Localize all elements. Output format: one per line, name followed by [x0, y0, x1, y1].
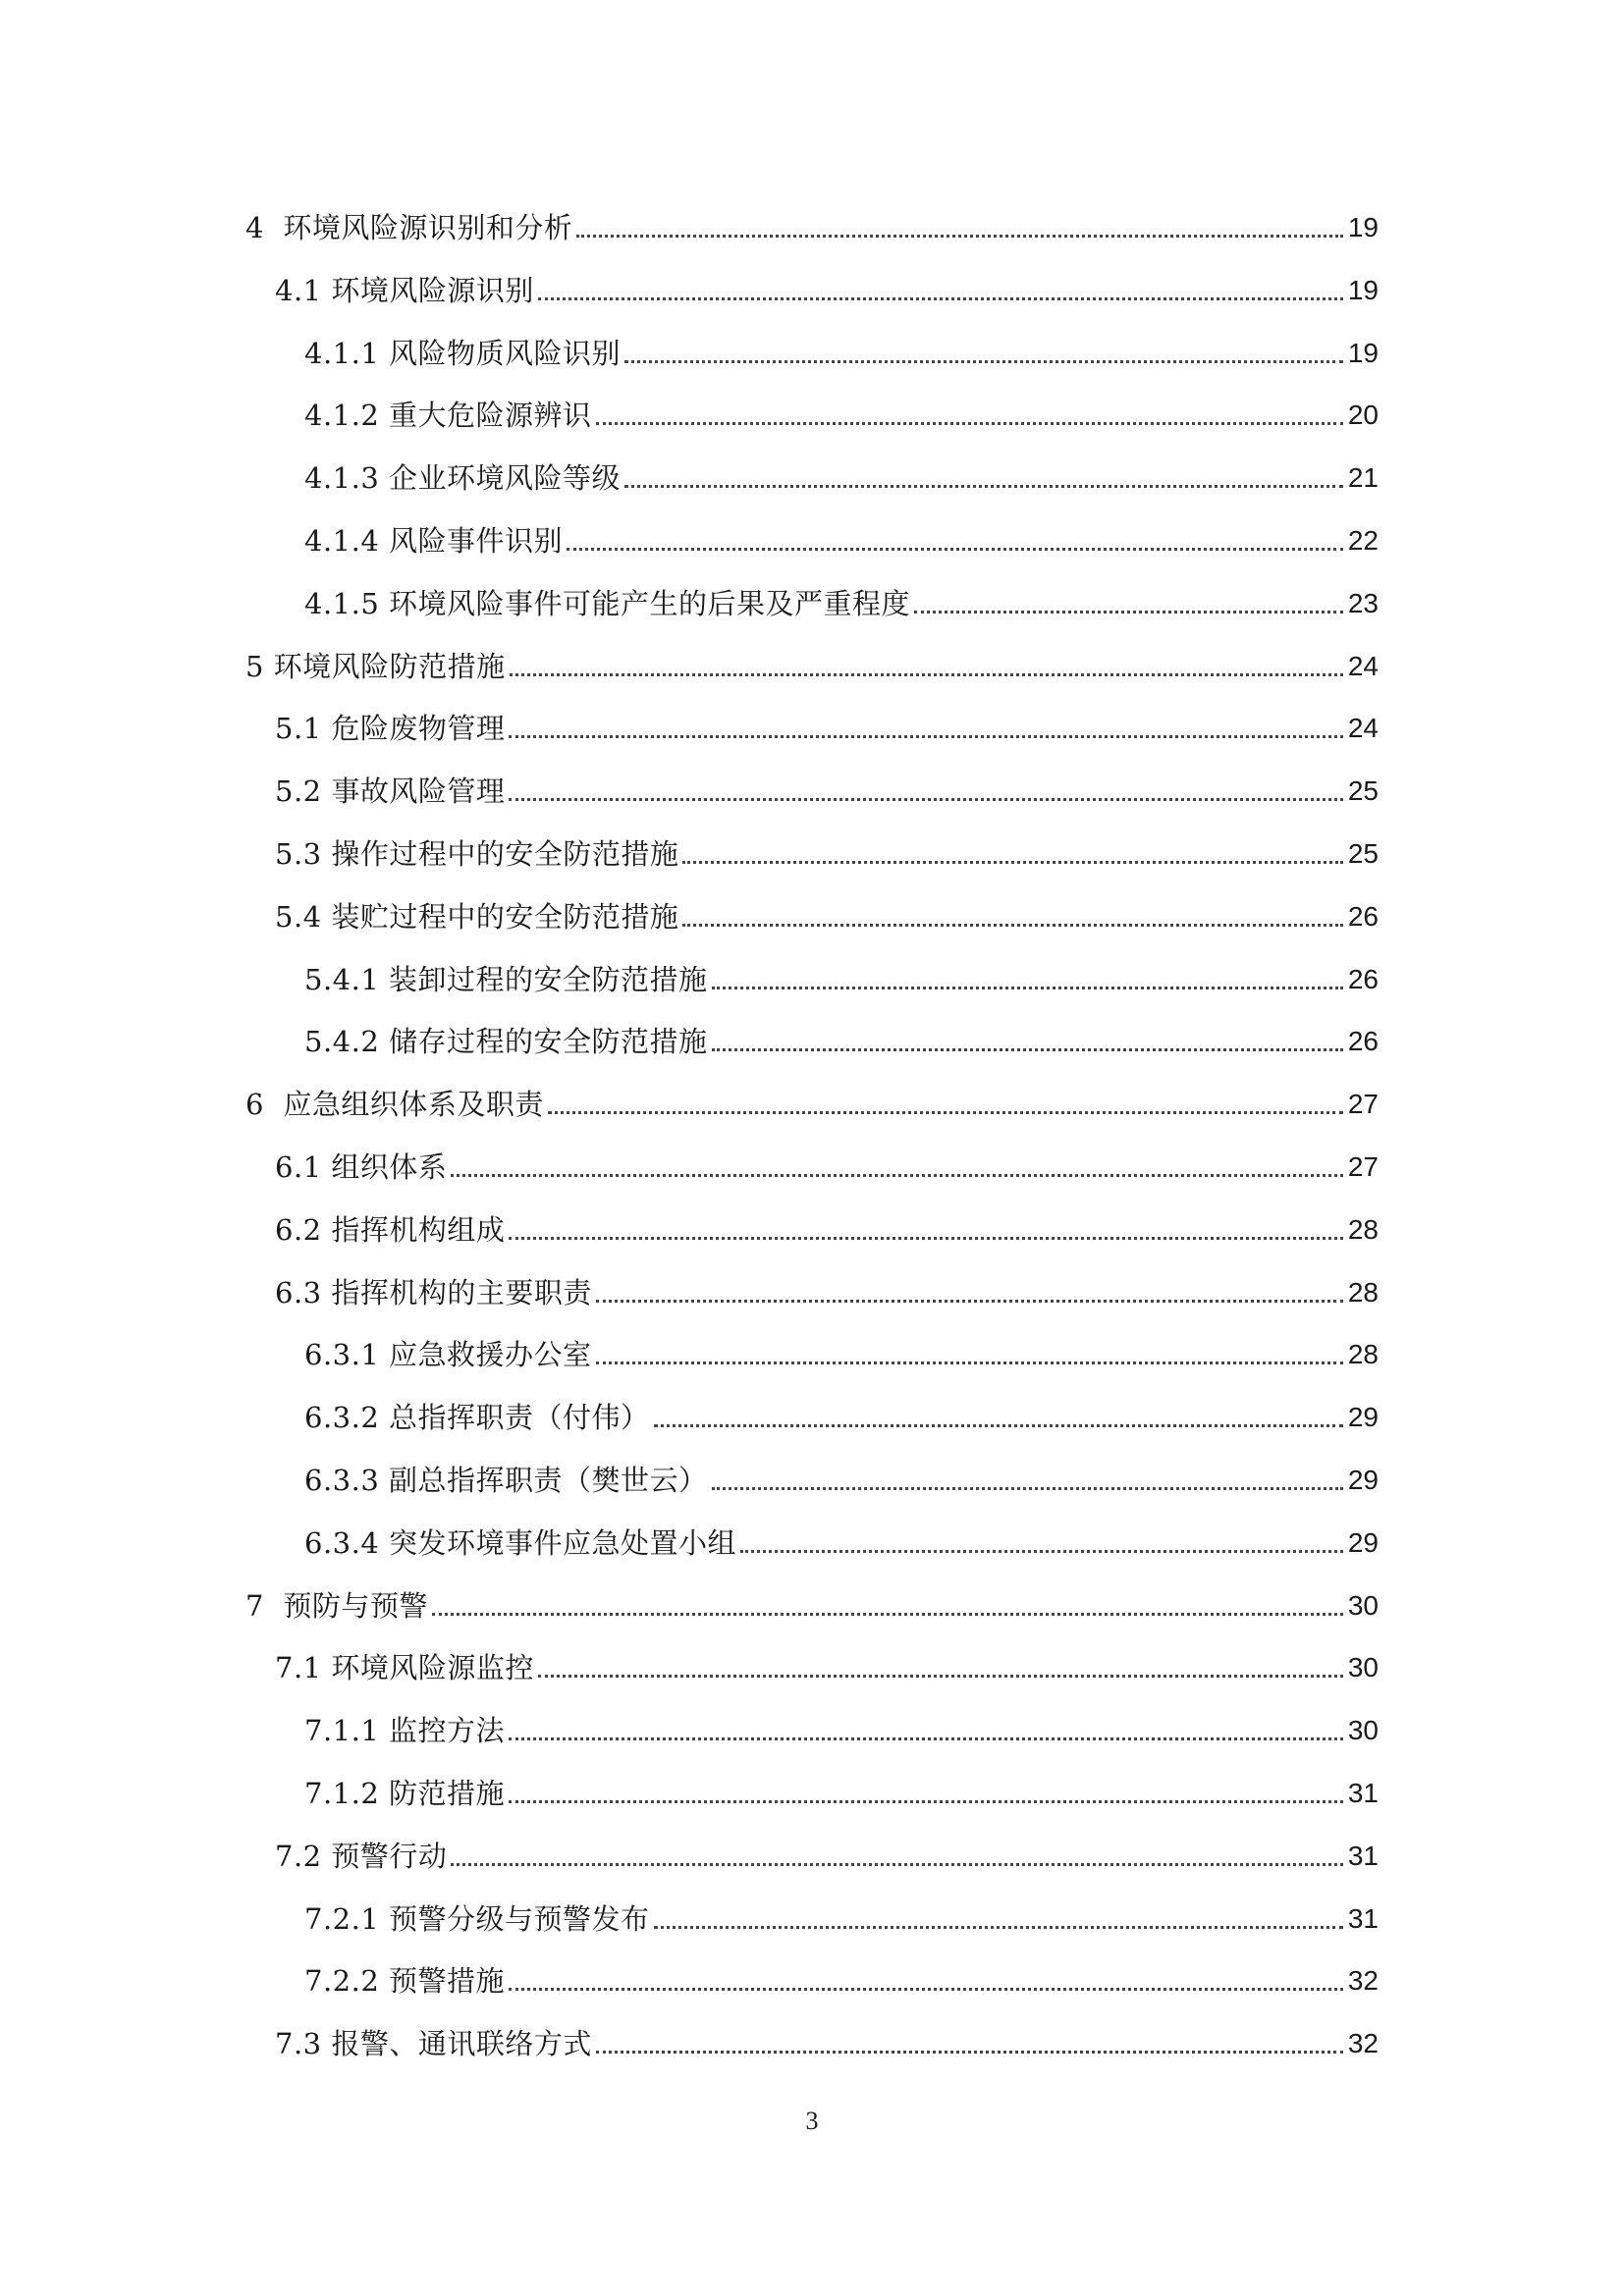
toc-entry[interactable]: [0, 760, 1624, 809]
toc-entry-page-number: 30: [1347, 1589, 1379, 1621]
toc-entry[interactable]: [0, 1949, 1624, 1999]
toc-entry[interactable]: [0, 1073, 1624, 1122]
dot-leader: [596, 1300, 1343, 1303]
toc-entry-label: 7.2.1 预警分级与预警发布: [304, 1901, 650, 1936]
dot-leader: [509, 1800, 1343, 1803]
toc-entry[interactable]: [0, 572, 1624, 621]
toc-entry-page-number: 30: [1347, 1652, 1379, 1683]
dot-leader: [538, 297, 1343, 300]
toc-entry-label: 6 应急组织体系及职责: [245, 1088, 544, 1122]
toc-entry-label: 4.1.4 风险事件识别: [304, 524, 564, 558]
toc-entry-label: 6.3 指挥机构的主要职责: [275, 1275, 592, 1309]
toc-entry-page-number: 19: [1347, 212, 1379, 242]
toc-entry-label: 5.2 事故风险管理: [275, 774, 506, 809]
toc-entry-label: 5.1 危险废物管理: [275, 712, 506, 746]
toc-entry-page-number: 31: [1347, 1778, 1379, 1808]
toc-entry-page-number: 23: [1347, 587, 1379, 618]
toc-entry-label: 4.1 环境风险源识别: [275, 273, 534, 307]
toc-entry-page-number: 32: [1347, 2028, 1379, 2059]
toc-entry-page-number: 19: [1347, 337, 1379, 368]
toc-entry[interactable]: [0, 1323, 1624, 1372]
toc-entry[interactable]: [0, 196, 1624, 245]
toc-entry-page-number: 25: [1347, 838, 1379, 869]
dot-leader: [624, 485, 1343, 488]
toc-entry-label: 7.2.2 预警措施: [304, 1964, 506, 1999]
dot-leader: [509, 735, 1343, 738]
toc-entry-page-number: 29: [1347, 1526, 1379, 1558]
toc-entry-label: 6.3.1 应急救援办公室: [304, 1338, 592, 1372]
toc-entry-page-number: 27: [1347, 1089, 1379, 1120]
dot-leader: [712, 1487, 1343, 1490]
toc-entry-page-number: 20: [1347, 400, 1379, 431]
toc-entry[interactable]: [0, 1386, 1624, 1435]
toc-entry-label: 5.4.2 储存过程的安全防范措施: [304, 1025, 708, 1059]
toc-entry-page-number: 27: [1347, 1151, 1379, 1182]
toc-entry-page-number: 28: [1347, 1276, 1379, 1308]
toc-entry-label: 5.3 操作过程中的安全防范措施: [275, 837, 679, 871]
toc-entry-label: 6.1 组织体系: [275, 1150, 448, 1184]
toc-entry-label: 5 环境风险防范措施: [245, 649, 506, 683]
toc-entry-label: 4.1.2 重大危险源辨识: [304, 399, 592, 433]
toc-entry[interactable]: [0, 1449, 1624, 1498]
toc-entry-page-number: 29: [1347, 1465, 1379, 1495]
dot-leader: [432, 1613, 1343, 1616]
toc-entry-label: 7.1.1 监控方法: [304, 1714, 506, 1748]
toc-entry-label: 5.4 装贮过程中的安全防范措施: [275, 899, 679, 934]
toc-entry[interactable]: [0, 2012, 1624, 2061]
toc-entry[interactable]: [0, 1762, 1624, 1811]
toc-entry-label: 5.4.1 装卸过程的安全防范措施: [304, 962, 708, 996]
dot-leader: [712, 987, 1343, 989]
toc-entry[interactable]: [0, 1699, 1624, 1748]
toc-entry-label: 4.1.1 风险物质风险识别: [304, 336, 622, 370]
dot-leader: [682, 924, 1343, 927]
dot-leader: [510, 673, 1343, 676]
dot-leader: [567, 548, 1343, 551]
toc-entry-label: 6.3.2 总指挥职责（付伟）: [304, 1401, 650, 1435]
toc-entry-label: 7.3 报警、通讯联络方式: [275, 2027, 592, 2061]
toc-entry-label: 6.3.4 突发环境事件应急处置小组: [304, 1525, 737, 1560]
dot-leader: [654, 1424, 1343, 1427]
toc-entry[interactable]: [0, 948, 1624, 997]
dot-leader: [509, 1237, 1343, 1240]
toc-entry-page-number: 19: [1347, 274, 1379, 305]
toc-entry-page-number: 32: [1347, 1965, 1379, 1997]
dot-leader: [624, 360, 1343, 363]
toc-entry-page-number: 29: [1347, 1402, 1379, 1433]
toc-entry-page-number: 28: [1347, 1339, 1379, 1370]
toc-entry-label: 7.1.2 防范措施: [304, 1777, 506, 1810]
toc-entry-page-number: 26: [1347, 963, 1379, 994]
dot-leader: [451, 1174, 1343, 1177]
toc-entry-page-number: 30: [1347, 1715, 1379, 1746]
dot-leader: [596, 1362, 1343, 1364]
toc-entry[interactable]: [0, 1010, 1624, 1059]
toc-entry-label: 6.2 指挥机构组成: [275, 1212, 506, 1247]
toc-entry[interactable]: [0, 823, 1624, 872]
dot-leader: [596, 422, 1343, 425]
toc-entry[interactable]: [0, 322, 1624, 371]
toc-entry[interactable]: [0, 384, 1624, 433]
toc-entry[interactable]: [0, 1512, 1624, 1561]
toc-entry-page-number: 26: [1347, 1026, 1379, 1057]
toc-entry-page-number: 28: [1347, 1213, 1379, 1245]
dot-leader: [509, 798, 1343, 801]
toc-entry[interactable]: [0, 885, 1624, 934]
toc-entry[interactable]: [0, 1136, 1624, 1185]
dot-leader: [596, 2051, 1343, 2054]
toc-entry[interactable]: [0, 1888, 1624, 1937]
toc-entry[interactable]: [0, 1261, 1624, 1310]
dot-leader: [654, 1926, 1343, 1929]
toc-entry[interactable]: [0, 1575, 1624, 1624]
dot-leader: [576, 235, 1343, 238]
toc-entry-page-number: 31: [1347, 1840, 1379, 1871]
toc-entry[interactable]: [0, 635, 1624, 684]
toc-entry-label: 4.1.5 环境风险事件可能产生的后果及严重程度: [304, 586, 911, 620]
toc-entry-label: 4.1.3 企业环境风险等级: [304, 461, 622, 496]
toc-entry[interactable]: [0, 259, 1624, 308]
toc-entry-page-number: 24: [1347, 650, 1379, 681]
toc-entry[interactable]: [0, 1825, 1624, 1874]
toc-entry[interactable]: [0, 509, 1624, 559]
toc-entry-page-number: 31: [1347, 1902, 1379, 1934]
toc-entry-label: 7.1 环境风险源监控: [275, 1651, 534, 1685]
dot-leader: [509, 1737, 1343, 1740]
toc-entry-page-number: 24: [1347, 713, 1379, 744]
toc-entry[interactable]: [0, 1199, 1624, 1248]
dot-leader: [451, 1863, 1343, 1866]
dot-leader: [914, 611, 1343, 614]
toc-entry[interactable]: [0, 697, 1624, 746]
toc-entry-label: 7 预防与预警: [245, 1588, 428, 1623]
toc-entry-label: 7.2 预警行动: [275, 1839, 448, 1873]
dot-leader: [509, 1988, 1343, 1991]
page-number: 3: [805, 2107, 819, 2135]
dot-leader: [538, 1675, 1343, 1678]
toc-entry-page-number: 22: [1347, 525, 1379, 556]
toc-entry-label: 6.3.3 副总指挥职责（樊世云）: [304, 1464, 708, 1497]
toc-entry-label: 4 环境风险源识别和分析: [245, 211, 573, 244]
toc-entry-page-number: 26: [1347, 900, 1379, 932]
dot-leader: [548, 1111, 1343, 1114]
dot-leader: [740, 1550, 1343, 1553]
dot-leader: [712, 1048, 1343, 1051]
toc-entry[interactable]: [0, 1636, 1624, 1685]
toc-entry-page-number: 25: [1347, 775, 1379, 807]
toc-entry[interactable]: [0, 447, 1624, 496]
toc-entry-page-number: 21: [1347, 462, 1379, 494]
dot-leader: [682, 861, 1343, 864]
